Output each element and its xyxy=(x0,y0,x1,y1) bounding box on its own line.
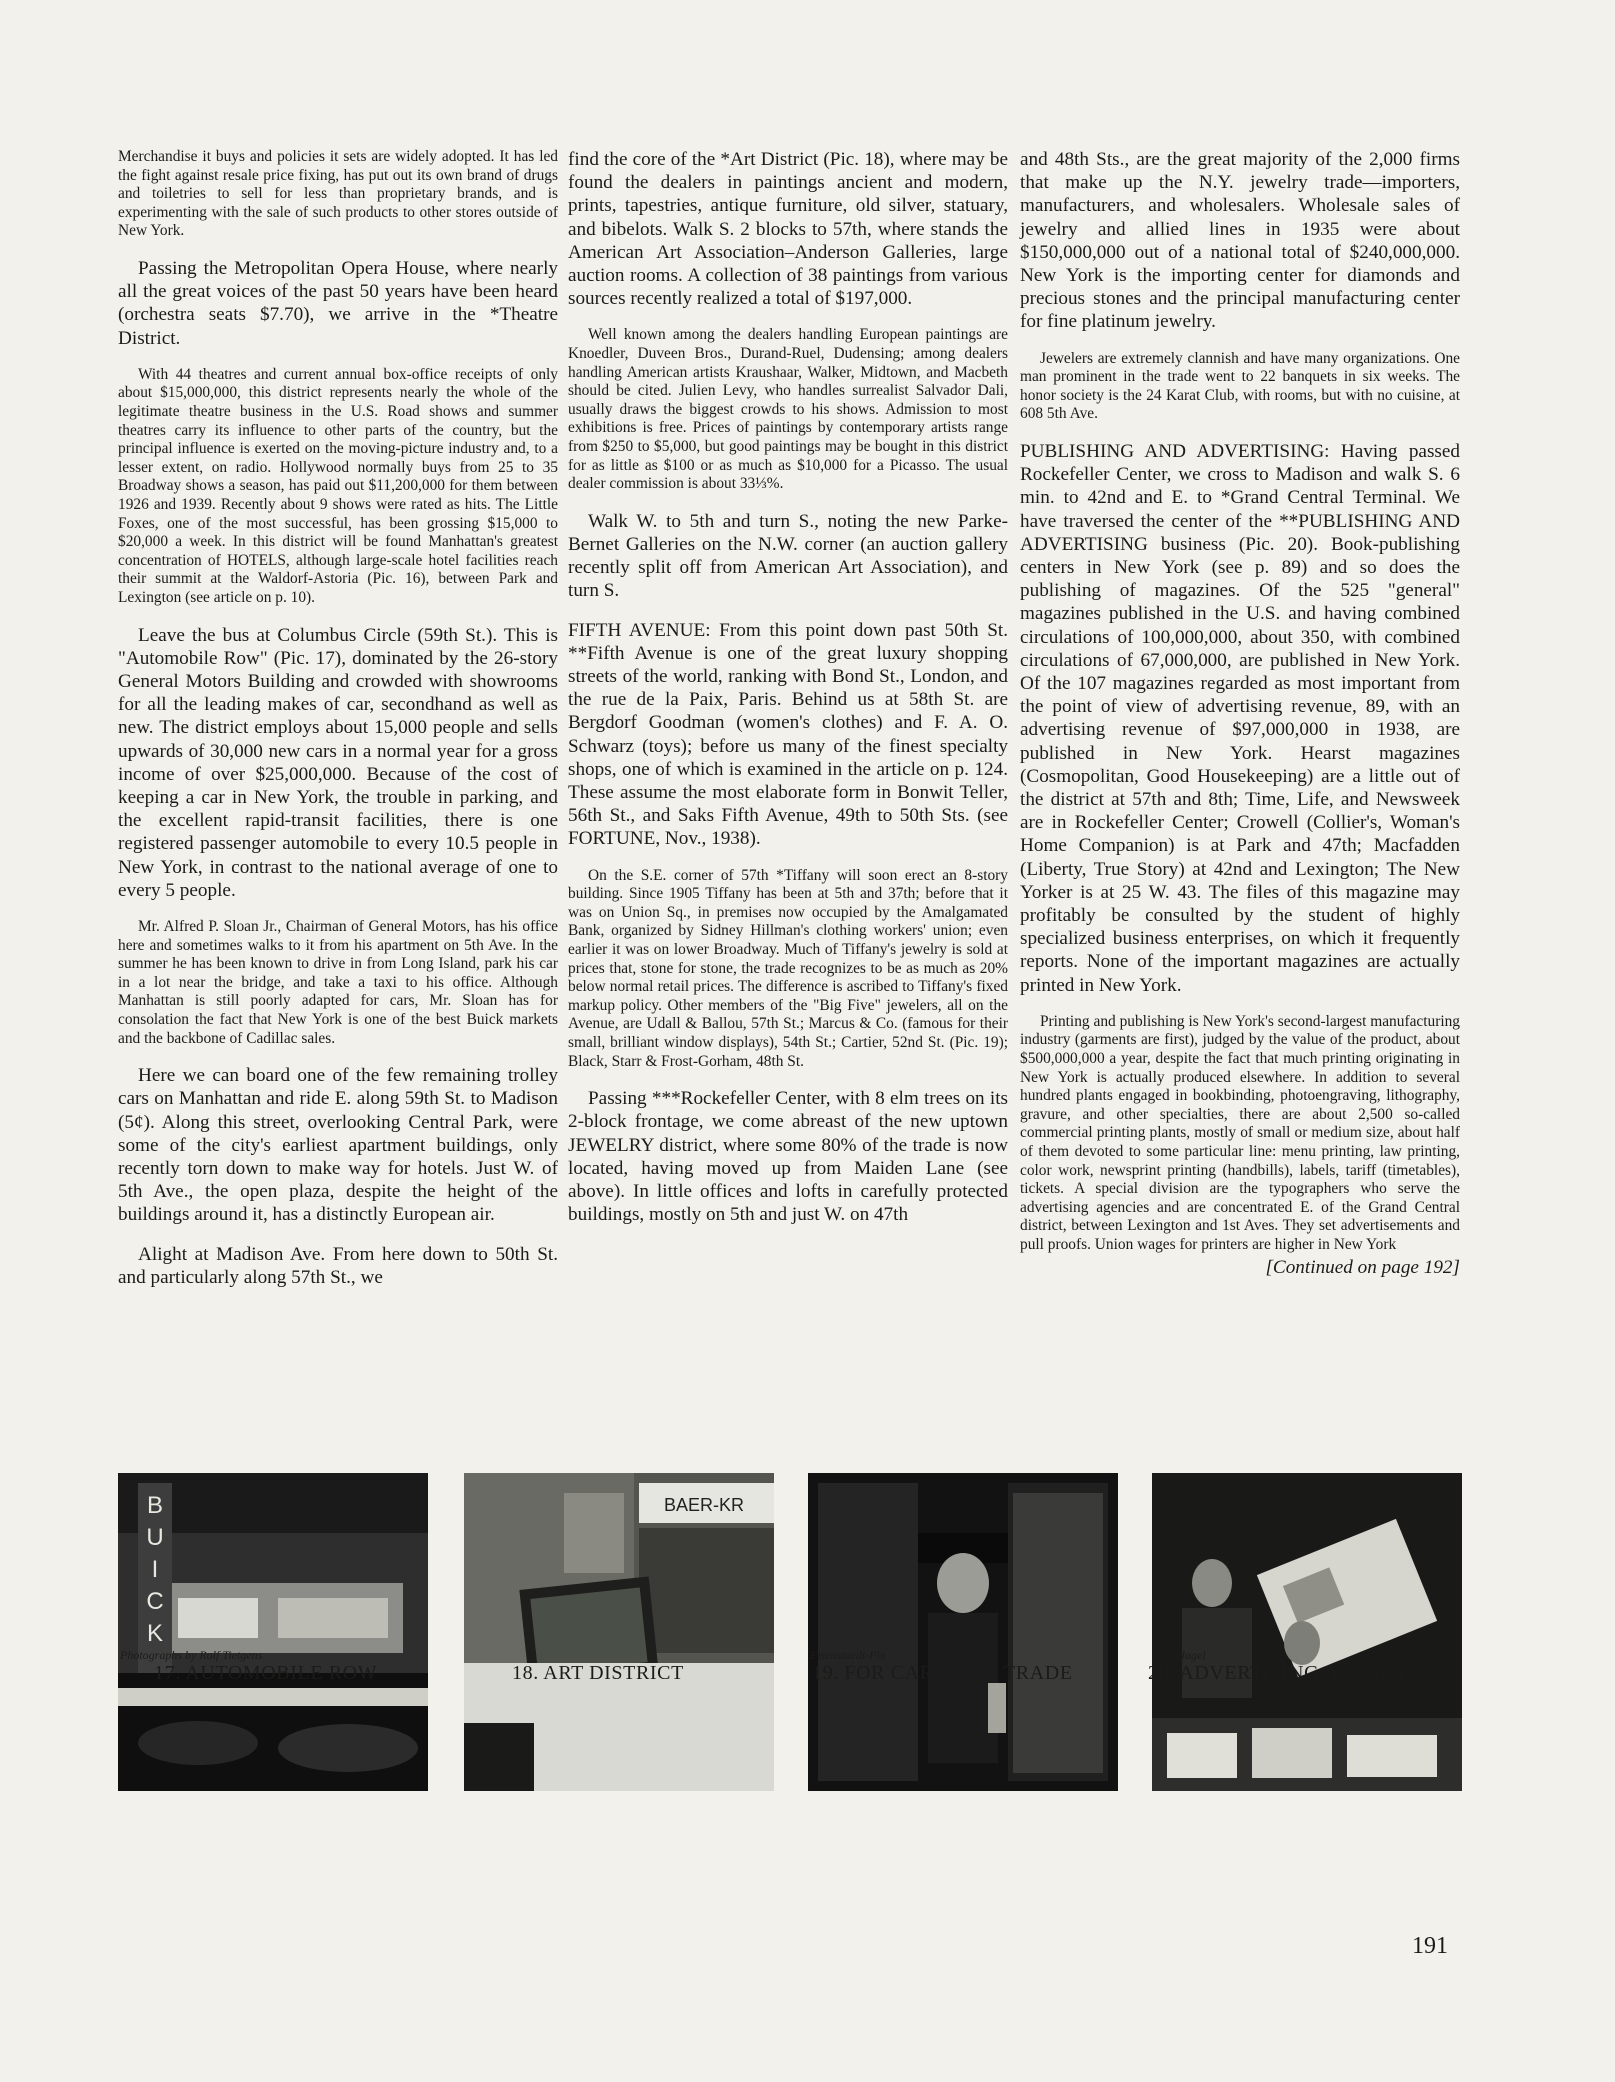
section-paragraph-publishing: PUBLISHING AND ADVERTISING: Having passed Rockefeller Center, we cross to Madison and walk S. 6 min. to 42nd and E. to *Grand Central Terminal. We have traversed the center of the **PUBLISHING AND ADVERTISING business (Pic. 20). Book-publishing centers in New York (see p. 89) and so does the publishing of magazines. Of the 525 "general" magazines published in the U.S. and having combined circulations of 100,000,000, about 350, with combined circulations of 67,000,000, are published in New York. Of the 107 magazines regarded as most important from the point of view of advertising revenue, 89, with an advertising revenue of $97,000,000 in 1938, are published in New York. Hearst magazines (Cosmopolitan, Good Housekeeping) are a little out of the district at 57th and 8th; Time, Life, and Newsweek are in Rockefeller Center; Crowell (Collier's, Woman's Home Companion) is at Park and 47th; Macfadden (Liberty, True Story) at 42nd and Lexington; The New Yorker is at 25 W. 43. The files of this magazine may profitably be consulted by the student of highly specialized business enterprises, on which it frequently reports. None of the important magazines are actually printed in New York. xyxy=(1020,441,1460,996)
photo-credit: Eisenstaedt-Pix xyxy=(810,1648,886,1662)
photo-caption: 19. FOR CARRIAGE TRADE xyxy=(812,1662,1073,1684)
buick-sign: B xyxy=(146,1492,164,1519)
photo-caption: 18. ART DISTRICT xyxy=(512,1662,684,1684)
photo-credit: Photographs by Rolf Tietgens xyxy=(120,1648,263,1662)
paragraph: Leave the bus at Columbus Circle (59th St.). This is "Automobile Row" (Pic. 17), dominated by the 26-story General Motors Building and crowded with showrooms for all the leading makes of car, secondhand as well as new. The district employs about 15,000 people and sells upwards of 30,000 new cars in a normal year for a gross income of over $25,000,000. Because of the cost of keeping a car in New York, the trouble in parking, and the excellent rapid-transit facilities, there is one registered passenger automobile to every 10.5 people in New York, in contrast to the national average of one to every 5 people. xyxy=(118,624,558,901)
photo-credit: Otto Hagel xyxy=(1152,1648,1206,1662)
paragraph: Passing the Metropolitan Opera House, where nearly all the great voices of the past 50 years have been heard (orchestra seats $7.70), we arrive in the *Theatre District. xyxy=(118,257,558,349)
photo-caption: 17. AUTOMOBILE ROW xyxy=(154,1662,378,1684)
continued-note: [Continued on page 192] xyxy=(1265,1256,1460,1278)
photo-art-district xyxy=(464,1473,774,1791)
paragraph: Well known among the dealers handling European paintings are Knoedler, Duveen Bros., Durand-Ruel, Dudensing; among dealers handling American artists Kraushaar, Walker, Midtown, and Macbeth should be cited. Julien Levy, who handles surrealist Salvador Dali, usually draws the biggest crowds to his shows. Admission to most exhibitions is free. Prices of paintings by contemporary artists range from $250 to $5,000, but good paintings may be bought in this district for as little as $100 or as much as $10,000 for a Picasso. The usual dealer commission is about 33⅓%. xyxy=(568,326,1008,493)
svg-text:I: I xyxy=(151,1556,159,1583)
paragraph: Mr. Alfred P. Sloan Jr., Chairman of General Motors, has his office here and sometimes walks to it from his apartment on 5th Ave. In the summer he has been known to drive in from Long Island, park his car in a lot near the bridge, and take a taxi to his office. Although Manhattan is still poorly adapted for cars, Mr. Sloan has for consolation the fact that New York is one of the best Buick markets and the backbone of Cadillac sales. xyxy=(118,917,558,1047)
photo-automobile-row xyxy=(118,1473,428,1791)
paragraph: Here we can board one of the few remaining trolley cars on Manhattan and ride E. along 59th St. to Madison (5¢). Along this street, overlooking Central Park, were some of the city's earliest apartment buildings, only recently torn down to make way for hotels. Just W. of 5th Ave., the open plaza, despite the height of the buildings around it, has a distinctly European air. xyxy=(118,1065,558,1226)
svg-text:K: K xyxy=(146,1620,164,1647)
section-paragraph-fifth-avenue: FIFTH AVENUE: From this point down past 50th St. **Fifth Avenue is one of the great luxury shopping streets of the world, ranking with Bond St., London, and the rue de la Paix, Paris. Behind us at 58th St. are Bergdorf Goodman (women's clothes) and F. A. O. Schwarz (toys); before us many of the finest specialty shops, one of which is examined in the article on p. 124. These assume the most elaborate form in Bonwit Teller, 56th St., and Saks Fifth Avenue, 49th to 50th Sts. (see FORTUNE, Nov., 1938). xyxy=(568,619,1008,850)
svg-text:C: C xyxy=(146,1588,164,1615)
text-column-2 xyxy=(568,148,1008,1242)
paragraph: find the core of the *Art District (Pic. 18), where may be found the dealers in paintings ancient and modern, prints, tapestries, antique furniture, old silver, statuary, and bibelots. Walk S. 2 blocks to 57th, where stands the American Art Association–Anderson Galleries, large auction rooms. A collection of 38 paintings from various sources recently realized a total of $197,000. xyxy=(568,149,1008,310)
photo-caption: 20. ADVERTISING AGENCY xyxy=(1148,1662,1411,1684)
paragraph: Passing ***Rockefeller Center, with 8 elm trees on its 2-block frontage, we come abreast of the new uptown JEWELRY district, where some 80% of the trade is now located, having moved up from Maiden Lane (see above). In little offices and lofts in carefully protected buildings, mostly on 5th and just W. on 47th xyxy=(568,1088,1008,1226)
photo-advertising-agency xyxy=(1152,1473,1462,1791)
paragraph: and 48th Sts., are the great majority of the 2,000 firms that make up the N.Y. jewelry trade—importers, manufacturers, and wholesalers. Wholesale sales of jewelry and allied lines in 1935 were about $150,000,000 out of a national total of $240,000,000. New York is the importing center for diamonds and precious stones and the principal manufacturing center for fine platinum jewelry. xyxy=(1020,149,1460,333)
text-column-1 xyxy=(118,148,558,1305)
paragraph: On the S.E. corner of 57th *Tiffany will soon erect an 8-story building. Since 1905 Tiffany has been at 5th and 37th; before that it was on Union Sq., in premises now occupied by the Amalgamated Bank, organized by Sidney Hillman's clothing workers' union; even earlier it was on lower Broadway. Much of Tiffany's jewelry is sold at prices that, stone for stone, the trade recognizes to be as much as 20% below normal retail prices. The difference is ascribed to Tiffany's fixed markup policy. Other members of the "Big Five" jewelers, all on the Avenue, are Udall & Ballou, 57th St.; Marcus & Co. (famous for their small, brilliant window displays), 54th St.; Cartier, 52nd St. (Pic. 19); Black, Starr & Frost-Gorham, 48th St. xyxy=(568,866,1008,1070)
paragraph: Walk W. to 5th and turn S., noting the new Parke-Bernet Galleries on the N.W. corner (an auction gallery recently split off from American Art Association), and turn S. xyxy=(568,510,1008,602)
paragraph: With 44 theatres and current annual box-office receipts of only about $15,000,000, this district represents nearly the whole of the legitimate theatre business in the U.S. Road shows and summer theatres carry its influence to other parts of the country, but the principal influence is exerted on the moving-picture industry and, to a lesser extent, on radio. Hollywood normally buys from 25 to 35 Broadway shows a season, has paid out $11,200,000 for them between 1926 and 1939. Recently about 9 shows were rated as hits. The Little Foxes, one of the most successful, has been grossing $15,000 to $20,000 a week. In this district will be found Manhattan's greatest concentration of HOTELS, although large-scale hotel facilities reach their summit at the Waldorf-Astoria (Pic. 16), between Park and Lexington (see article on p. 10). xyxy=(118,365,558,606)
paragraph: Jewelers are extremely clannish and have many organizations. One man prominent in the trade went to 22 banquets in six weeks. The honor society is the 24 Karat Club, with rooms, but with no cuisine, at 608 5th Ave. xyxy=(1020,349,1460,423)
photo-carriage-trade xyxy=(808,1473,1118,1791)
svg-text:U: U xyxy=(146,1524,164,1551)
paragraph: Alight at Madison Ave. From here down to 50th St. and particularly along 57th St., we xyxy=(118,1243,558,1288)
paragraph: Merchandise it buys and policies it sets are widely adopted. It has led the fight against resale price fixing, has put out its own brand of drugs and toiletries to sell for less than proprietary brands, and is experimenting with the sale of such products to other stores outside of New York. xyxy=(118,148,558,240)
text-column-3 xyxy=(1020,148,1460,1279)
shop-sign: BAER-KR xyxy=(663,1495,745,1515)
page-number: 191 xyxy=(1412,1933,1448,1959)
paragraph: Printing and publishing is New York's second-largest manufacturing industry (garments are first), judged by the value of the product, about $500,000,000 a year, despite the fact that much printing originating in New York is actually produced elsewhere. In addition to several hundred plants engaged in bookbinding, photoengraving, lithography, gravure, and other specialties, there are about 2,500 so-called commercial printing plants, mostly of small or medium size, about half of them devoted to some particular line: menu printing, law printing, color work, newsprint printing (handbills), labels, tariff (timetables), tickets. A special division are the typographers who serve the advertising agencies and are concentrated E. of the Grand Central district, between Lexington and 1st Aves. They set advertisements and pull proofs. Union wages for printers are higher in New York xyxy=(1020,1012,1460,1253)
